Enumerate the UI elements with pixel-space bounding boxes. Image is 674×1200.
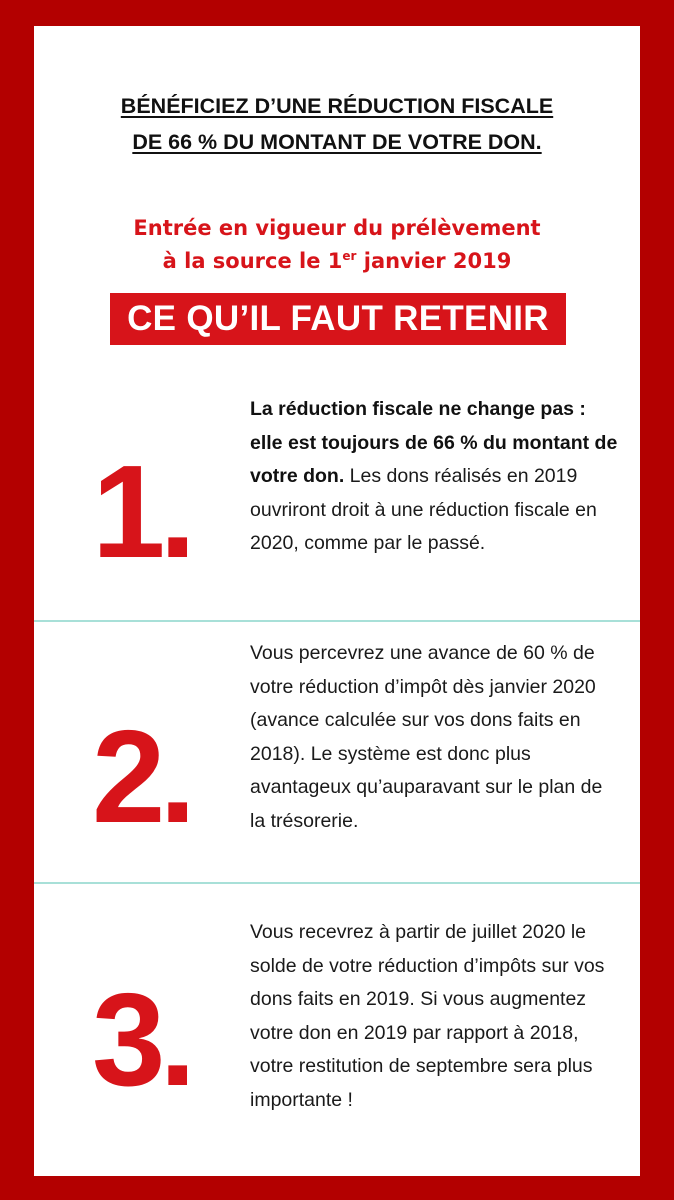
subtitle-line-2-start: à la source le 1 xyxy=(162,249,343,273)
item-text-1 xyxy=(250,393,622,561)
subtitle-line-2 xyxy=(34,245,640,278)
divider-1 xyxy=(34,620,640,622)
divider-2 xyxy=(34,882,640,884)
infographic-card xyxy=(34,26,640,1176)
headline xyxy=(34,88,640,160)
item-number-1: 1. xyxy=(92,438,191,585)
item-2-regular-text: Vous percevrez une avance de 60 % de votre réduction d’impôt dès janvier 2020 (avance calculée sur vos dons faits en 2018). Le système est donc plus avantageux qu’auparavant sur le plan de la trésorerie. xyxy=(250,642,603,832)
subtitle-line-1: Entrée en vigueur du prélèvement xyxy=(133,216,541,240)
item-text-2 xyxy=(250,637,622,838)
item-3-regular-text: Vous recevrez à partir de juillet 2020 le solde de votre réduction d’impôts sur vos dons faits en 2019. Si vous augmentez votre don en 2019 par rapport à 2018, votre restitution de septembre sera plus importante ! xyxy=(250,921,605,1111)
subtitle xyxy=(34,212,640,278)
section-banner: CE QU’IL FAUT RETENIR xyxy=(110,293,566,345)
subtitle-line-2-end: janvier 2019 xyxy=(356,249,512,273)
item-1-bold-text: La réduction fiscale ne change pas : elle est toujours de 66 % du montant de votre don. xyxy=(250,398,618,487)
item-number-3: 3. xyxy=(92,966,191,1113)
item-text-3 xyxy=(250,916,622,1117)
headline-line-2: DE 66 % DU MONTANT DE VOTRE DON. xyxy=(132,130,542,154)
ordinal-superscript: er xyxy=(342,249,357,263)
headline-line-1: BÉNÉFICIEZ D’UNE RÉDUCTION FISCALE xyxy=(120,94,554,118)
item-1-regular-text: Les dons réalisés en 2019 ouvriront droit à une réduction fiscale en 2020, comme par le passé. xyxy=(250,465,597,554)
item-number-2: 2. xyxy=(92,703,191,850)
